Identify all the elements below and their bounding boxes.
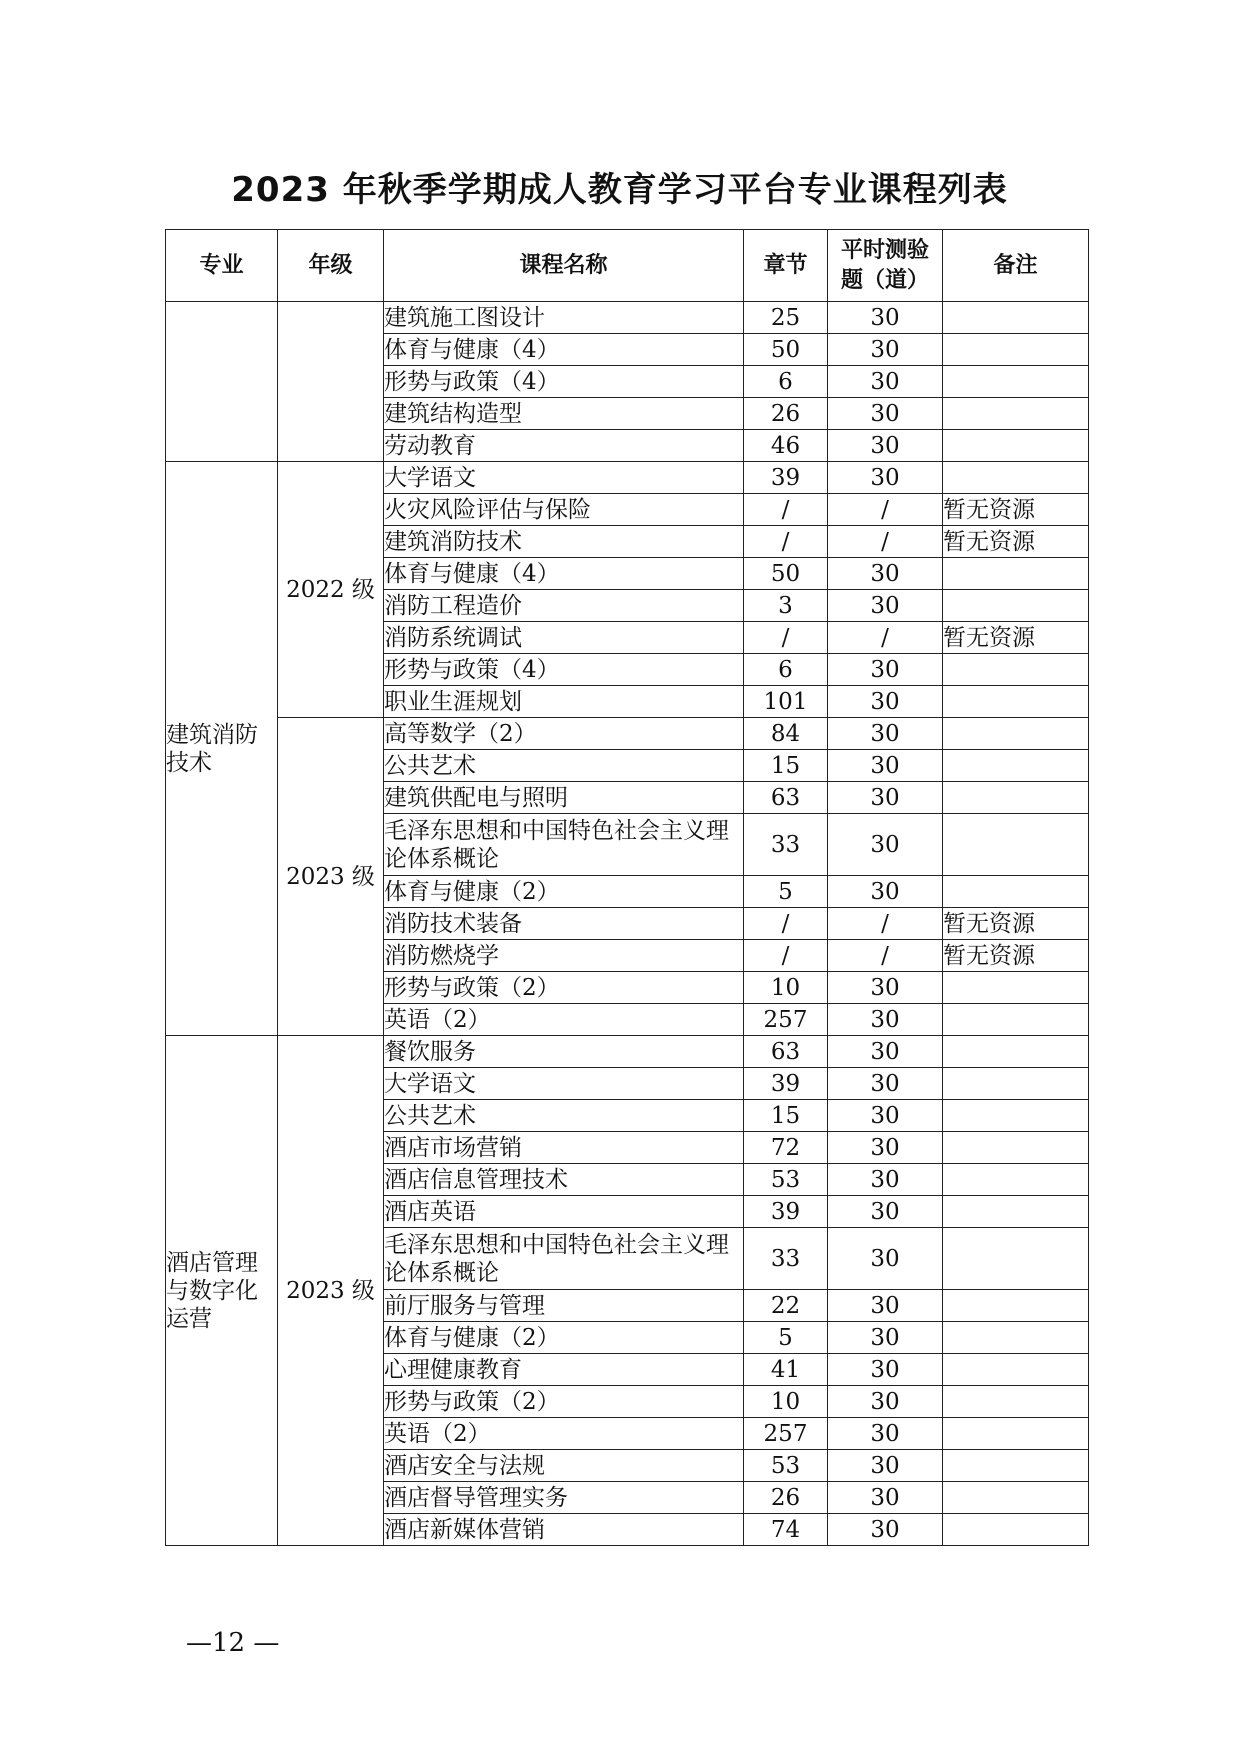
course-name: 形势与政策（4） bbox=[384, 654, 744, 686]
quiz-count: / bbox=[828, 940, 943, 972]
course-name: 体育与健康（2） bbox=[384, 1322, 744, 1354]
chapter-count: / bbox=[744, 940, 828, 972]
chapter-count: 22 bbox=[744, 1290, 828, 1322]
quiz-count: 30 bbox=[828, 1196, 943, 1228]
chapter-count: / bbox=[744, 526, 828, 558]
note-cell: 暂无资源 bbox=[943, 940, 1089, 972]
page-number: —12 — bbox=[186, 1628, 280, 1658]
chapter-count: 257 bbox=[744, 1004, 828, 1036]
chapter-count: 39 bbox=[744, 462, 828, 494]
note-cell bbox=[943, 814, 1089, 876]
note-cell bbox=[943, 1386, 1089, 1418]
header-grade: 年级 bbox=[278, 230, 384, 302]
course-name: 心理健康教育 bbox=[384, 1354, 744, 1386]
note-cell bbox=[943, 1164, 1089, 1196]
course-name: 火灾风险评估与保险 bbox=[384, 494, 744, 526]
course-name: 酒店市场营销 bbox=[384, 1132, 744, 1164]
quiz-count: / bbox=[828, 494, 943, 526]
quiz-count: 30 bbox=[828, 1514, 943, 1546]
header-quiz-line1: 平时测验 bbox=[840, 237, 929, 263]
quiz-count: 30 bbox=[828, 1164, 943, 1196]
course-name: 英语（2） bbox=[384, 1418, 744, 1450]
chapter-count: 101 bbox=[744, 686, 828, 718]
table-row bbox=[166, 1036, 1089, 1068]
course-name: 消防工程造价 bbox=[384, 590, 744, 622]
note-cell: 暂无资源 bbox=[943, 622, 1089, 654]
quiz-count: 30 bbox=[828, 1228, 943, 1290]
quiz-count: 30 bbox=[828, 1132, 943, 1164]
quiz-count: 30 bbox=[828, 686, 943, 718]
chapter-count: 63 bbox=[744, 1036, 828, 1068]
course-name: 形势与政策（2） bbox=[384, 972, 744, 1004]
quiz-count: 30 bbox=[828, 1482, 943, 1514]
header-chapters: 章节 bbox=[744, 230, 828, 302]
chapter-count: 26 bbox=[744, 398, 828, 430]
quiz-count: / bbox=[828, 622, 943, 654]
course-name: 消防技术装备 bbox=[384, 908, 744, 940]
chapter-count: 41 bbox=[744, 1354, 828, 1386]
quiz-count: 30 bbox=[828, 972, 943, 1004]
chapter-count: 53 bbox=[744, 1450, 828, 1482]
note-cell bbox=[943, 558, 1089, 590]
note-cell bbox=[943, 782, 1089, 814]
quiz-count: 30 bbox=[828, 366, 943, 398]
course-name: 劳动教育 bbox=[384, 430, 744, 462]
chapter-count: 257 bbox=[744, 1418, 828, 1450]
quiz-count: 30 bbox=[828, 1322, 943, 1354]
chapter-count: 39 bbox=[744, 1068, 828, 1100]
note-cell bbox=[943, 1354, 1089, 1386]
course-name: 高等数学（2） bbox=[384, 718, 744, 750]
chapter-count: 50 bbox=[744, 334, 828, 366]
chapter-count: 74 bbox=[744, 1514, 828, 1546]
quiz-count: 30 bbox=[828, 1386, 943, 1418]
chapter-count: 6 bbox=[744, 654, 828, 686]
chapter-count: 26 bbox=[744, 1482, 828, 1514]
course-name: 毛泽东思想和中国特色社会主义理论体系概论 bbox=[384, 814, 744, 876]
table-row bbox=[166, 302, 1089, 334]
chapter-count: / bbox=[744, 908, 828, 940]
note-cell bbox=[943, 366, 1089, 398]
note-cell bbox=[943, 1068, 1089, 1100]
course-name: 英语（2） bbox=[384, 1004, 744, 1036]
chapter-count: 72 bbox=[744, 1132, 828, 1164]
chapter-count: 46 bbox=[744, 430, 828, 462]
quiz-count: 30 bbox=[828, 1100, 943, 1132]
quiz-count: 30 bbox=[828, 590, 943, 622]
note-cell bbox=[943, 462, 1089, 494]
note-cell bbox=[943, 1036, 1089, 1068]
course-name: 建筑结构造型 bbox=[384, 398, 744, 430]
quiz-count: / bbox=[828, 908, 943, 940]
quiz-count: 30 bbox=[828, 430, 943, 462]
page-title: 2023 年秋季学期成人教育学习平台专业课程列表 bbox=[231, 170, 1008, 210]
major-cell bbox=[166, 302, 278, 462]
course-name: 前厅服务与管理 bbox=[384, 1290, 744, 1322]
note-cell bbox=[943, 654, 1089, 686]
quiz-count: 30 bbox=[828, 718, 943, 750]
course-name: 酒店督导管理实务 bbox=[384, 1482, 744, 1514]
note-cell bbox=[943, 430, 1089, 462]
note-cell bbox=[943, 398, 1089, 430]
note-cell bbox=[943, 1290, 1089, 1322]
table-body bbox=[166, 302, 1089, 1546]
course-name: 职业生涯规划 bbox=[384, 686, 744, 718]
note-cell bbox=[943, 1418, 1089, 1450]
note-cell bbox=[943, 1100, 1089, 1132]
quiz-count: 30 bbox=[828, 1068, 943, 1100]
chapter-count: 3 bbox=[744, 590, 828, 622]
quiz-count: 30 bbox=[828, 1036, 943, 1068]
note-cell: 暂无资源 bbox=[943, 494, 1089, 526]
note-cell bbox=[943, 590, 1089, 622]
quiz-count: / bbox=[828, 526, 943, 558]
major-cell: 建筑消防技术 bbox=[166, 462, 278, 1036]
header-quiz-line2: 题（道） bbox=[840, 267, 929, 293]
course-name: 体育与健康（4） bbox=[384, 558, 744, 590]
quiz-count: 30 bbox=[828, 1418, 943, 1450]
note-cell bbox=[943, 1514, 1089, 1546]
course-name: 建筑施工图设计 bbox=[384, 302, 744, 334]
note-cell bbox=[943, 1322, 1089, 1354]
course-name: 建筑消防技术 bbox=[384, 526, 744, 558]
chapter-count: 10 bbox=[744, 1386, 828, 1418]
chapter-count: 15 bbox=[744, 1100, 828, 1132]
course-name: 公共艺术 bbox=[384, 750, 744, 782]
quiz-count: 30 bbox=[828, 750, 943, 782]
quiz-count: 30 bbox=[828, 1354, 943, 1386]
note-cell bbox=[943, 972, 1089, 1004]
note-cell bbox=[943, 876, 1089, 908]
note-cell bbox=[943, 750, 1089, 782]
quiz-count: 30 bbox=[828, 1004, 943, 1036]
note-cell bbox=[943, 718, 1089, 750]
quiz-count: 30 bbox=[828, 814, 943, 876]
course-name: 餐饮服务 bbox=[384, 1036, 744, 1068]
chapter-count: 25 bbox=[744, 302, 828, 334]
header-quiz bbox=[828, 230, 943, 302]
course-name: 公共艺术 bbox=[384, 1100, 744, 1132]
chapter-count: 53 bbox=[744, 1164, 828, 1196]
header-major: 专业 bbox=[166, 230, 278, 302]
course-name: 消防燃烧学 bbox=[384, 940, 744, 972]
quiz-count: 30 bbox=[828, 558, 943, 590]
table-row bbox=[166, 462, 1089, 494]
chapter-count: 33 bbox=[744, 1228, 828, 1290]
course-name: 体育与健康（2） bbox=[384, 876, 744, 908]
note-cell bbox=[943, 686, 1089, 718]
chapter-count: 39 bbox=[744, 1196, 828, 1228]
course-name: 大学语文 bbox=[384, 1068, 744, 1100]
note-cell bbox=[943, 1450, 1089, 1482]
course-name: 酒店信息管理技术 bbox=[384, 1164, 744, 1196]
course-name: 酒店新媒体营销 bbox=[384, 1514, 744, 1546]
chapter-count: 5 bbox=[744, 1322, 828, 1354]
quiz-count: 30 bbox=[828, 462, 943, 494]
note-cell bbox=[943, 1132, 1089, 1164]
note-cell bbox=[943, 302, 1089, 334]
note-cell: 暂无资源 bbox=[943, 526, 1089, 558]
chapter-count: 15 bbox=[744, 750, 828, 782]
note-cell bbox=[943, 1196, 1089, 1228]
chapter-count: 33 bbox=[744, 814, 828, 876]
course-table bbox=[165, 229, 1089, 1546]
quiz-count: 30 bbox=[828, 782, 943, 814]
note-cell bbox=[943, 1004, 1089, 1036]
chapter-count: 63 bbox=[744, 782, 828, 814]
header-note: 备注 bbox=[943, 230, 1089, 302]
chapter-count: 50 bbox=[744, 558, 828, 590]
quiz-count: 30 bbox=[828, 398, 943, 430]
quiz-count: 30 bbox=[828, 1450, 943, 1482]
note-cell: 暂无资源 bbox=[943, 908, 1089, 940]
table-row bbox=[166, 718, 1089, 750]
header-course: 课程名称 bbox=[384, 230, 744, 302]
grade-cell: 2023 级 bbox=[278, 718, 384, 1036]
course-name: 大学语文 bbox=[384, 462, 744, 494]
course-name: 体育与健康（4） bbox=[384, 334, 744, 366]
note-cell bbox=[943, 334, 1089, 366]
quiz-count: 30 bbox=[828, 1290, 943, 1322]
course-name: 消防系统调试 bbox=[384, 622, 744, 654]
grade-cell: 2022 级 bbox=[278, 462, 384, 718]
course-name: 建筑供配电与照明 bbox=[384, 782, 744, 814]
note-cell bbox=[943, 1228, 1089, 1290]
course-name: 形势与政策（2） bbox=[384, 1386, 744, 1418]
chapter-count: 10 bbox=[744, 972, 828, 1004]
grade-cell bbox=[278, 302, 384, 462]
chapter-count: / bbox=[744, 494, 828, 526]
header-row bbox=[166, 230, 1089, 302]
quiz-count: 30 bbox=[828, 876, 943, 908]
course-name: 酒店英语 bbox=[384, 1196, 744, 1228]
chapter-count: 84 bbox=[744, 718, 828, 750]
quiz-count: 30 bbox=[828, 654, 943, 686]
note-cell bbox=[943, 1482, 1089, 1514]
course-name: 毛泽东思想和中国特色社会主义理论体系概论 bbox=[384, 1228, 744, 1290]
chapter-count: 6 bbox=[744, 366, 828, 398]
course-name: 形势与政策（4） bbox=[384, 366, 744, 398]
quiz-count: 30 bbox=[828, 334, 943, 366]
chapter-count: / bbox=[744, 622, 828, 654]
major-cell: 酒店管理与数字化运营 bbox=[166, 1036, 278, 1546]
quiz-count: 30 bbox=[828, 302, 943, 334]
course-name: 酒店安全与法规 bbox=[384, 1450, 744, 1482]
chapter-count: 5 bbox=[744, 876, 828, 908]
grade-cell: 2023 级 bbox=[278, 1036, 384, 1546]
